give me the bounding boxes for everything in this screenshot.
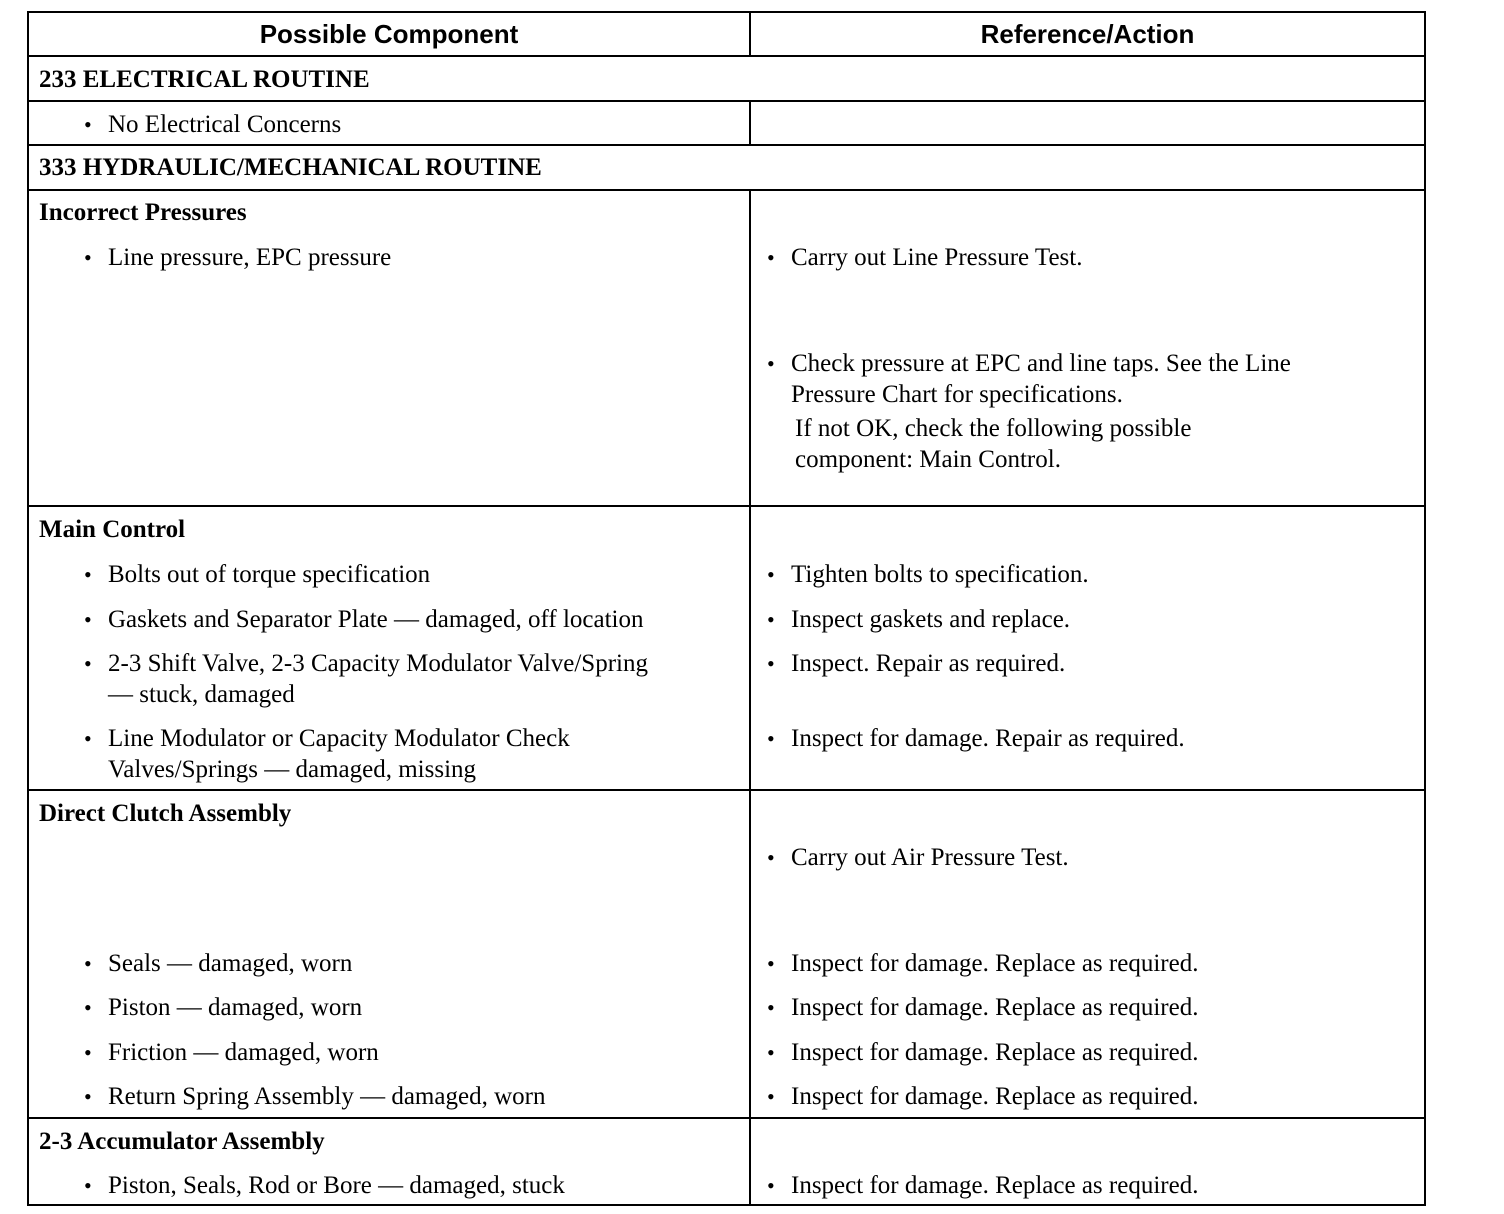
bullet-icon: • [84,726,92,751]
list-item [84,648,648,710]
bullet-icon: • [767,845,775,870]
component-text: No Electrical Concerns [108,111,342,138]
group-title-incorrect-pressures: Incorrect Pressures [39,199,247,226]
list-item [84,723,570,785]
action-text: Inspect for damage. Repair as required. [791,725,1185,752]
bullet-icon: • [767,1173,775,1198]
bullet-icon: • [767,651,775,676]
bullet-icon: • [84,1040,92,1065]
bullet-icon: • [84,951,92,976]
row-divider [29,789,1424,791]
component-text: Friction — damaged, worn [108,1039,379,1066]
row-divider [29,100,1424,102]
component-text: Valves/Springs — damaged, missing [108,756,477,783]
bullet-icon: • [767,245,775,270]
action-text: Inspect gaskets and replace. [791,606,1071,633]
component-text: Seals — damaged, worn [108,950,353,977]
action-text: Tighten bolts to specification. [791,561,1089,588]
list-item [767,348,1291,410]
bullet-icon: • [84,1084,92,1109]
list-item [767,842,1069,873]
list-item [84,604,644,635]
group-title-accumulator: 2-3 Accumulator Assembly [39,1128,325,1155]
bullet-icon: • [84,607,92,632]
list-item [767,559,1089,590]
list-item [84,1037,379,1068]
list-item [84,1081,546,1112]
bullet-icon: • [767,562,775,587]
bullet-icon: • [767,607,775,632]
component-text: Gaskets and Separator Plate — damaged, off location [108,606,644,633]
list-item [84,559,431,590]
note-text: If not OK, check the following possible [795,415,1192,442]
bullet-icon: • [84,651,92,676]
component-text: Return Spring Assembly — damaged, worn [108,1083,546,1110]
component-text: Line Modulator or Capacity Modulator Check [108,725,570,752]
list-item [84,109,342,140]
bullet-icon: • [84,245,92,270]
bullet-icon: • [84,562,92,587]
row-divider [29,144,1424,146]
section-title-hydraulic: 333 HYDRAULIC/MECHANICAL ROUTINE [39,154,542,181]
action-text: Check pressure at EPC and line taps. See the Line [791,350,1291,377]
list-item [84,992,363,1023]
bullet-icon: • [84,1173,92,1198]
bullet-icon: • [767,726,775,751]
action-note [795,413,1191,475]
list-item [767,1081,1199,1112]
list-item [84,1170,565,1201]
list-item [84,948,353,979]
component-text: Piston, Seals, Rod or Bore — damaged, stuck [108,1172,565,1199]
bullet-icon: • [767,995,775,1020]
row-divider [29,55,1424,57]
bullet-icon: • [84,995,92,1020]
section-title-electrical: 233 ELECTRICAL ROUTINE [39,66,370,93]
action-text: Carry out Line Pressure Test. [791,244,1083,271]
column-header-action: Reference/Action [980,19,1195,49]
list-item [767,1037,1199,1068]
row-divider [29,505,1424,507]
component-text: Bolts out of torque specification [108,561,431,588]
list-item [767,1170,1199,1201]
action-text: Inspect for damage. Replace as required. [791,994,1199,1021]
action-text: Carry out Air Pressure Test. [791,844,1069,871]
component-text: — stuck, damaged [108,681,295,708]
diagnostic-table [27,11,1426,1206]
list-item [767,723,1185,754]
component-text: Line pressure, EPC pressure [108,244,392,271]
list-item [767,948,1199,979]
action-text: Pressure Chart for specifications. [791,381,1123,408]
action-text: Inspect for damage. Replace as required. [791,1172,1199,1199]
column-divider [749,189,751,1206]
list-item [767,648,1066,679]
list-item [767,242,1083,273]
note-text: component: Main Control. [795,446,1061,473]
action-text: Inspect for damage. Replace as required. [791,1083,1199,1110]
list-item [84,242,392,273]
list-item [767,992,1199,1023]
component-text: Piston — damaged, worn [108,994,363,1021]
bullet-icon: • [767,1040,775,1065]
column-header-component: Possible Component [259,19,519,49]
row-divider [29,1117,1424,1119]
row-divider [29,189,1424,191]
action-text: Inspect for damage. Replace as required. [791,1039,1199,1066]
component-text: 2-3 Shift Valve, 2-3 Capacity Modulator Valve/Spring [108,650,648,677]
action-text: Inspect for damage. Replace as required. [791,950,1199,977]
action-text: Inspect. Repair as required. [791,650,1066,677]
group-title-direct-clutch: Direct Clutch Assembly [39,800,292,827]
list-item [767,604,1071,635]
bullet-icon: • [84,112,92,137]
bullet-icon: • [767,951,775,976]
group-title-main-control: Main Control [39,516,186,543]
bullet-icon: • [767,351,775,376]
column-divider [749,100,751,144]
bullet-icon: • [767,1084,775,1109]
